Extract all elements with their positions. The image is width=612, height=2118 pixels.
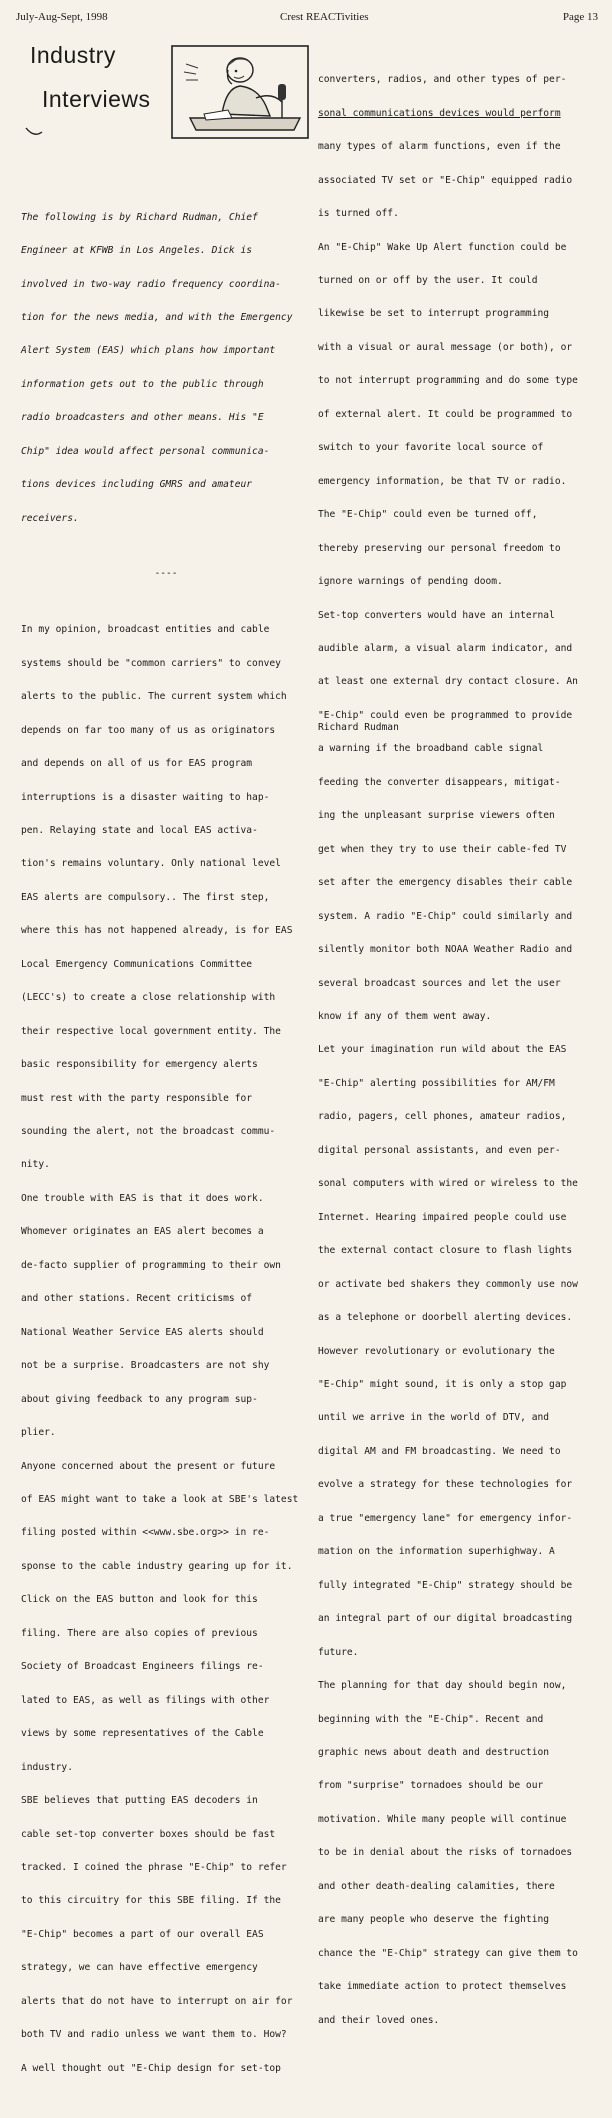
body-line: at least one external dry contact closure. An [318, 676, 578, 688]
section-title [24, 42, 174, 122]
body-line: chance the "E-Chip" strategy can give them to [318, 1947, 578, 1959]
body-line: get when they try to use their cable-fed TV [318, 843, 567, 855]
body-line: "E-Chip" could even be programmed to provide [318, 709, 573, 721]
intro-line: involved in two-way radio frequency coordina- [21, 278, 281, 290]
body-line: National Weather Service EAS alerts should [21, 1326, 264, 1338]
publication-name: Crest REACTivities [280, 11, 369, 23]
body-line: Let your imagination run wild about the EAS [318, 1044, 567, 1056]
intro-line: information gets out to the public through [21, 378, 264, 390]
body-line: ignore warnings of pending doom. [318, 576, 503, 588]
body-line: basic responsibility for emergency alerts [21, 1059, 258, 1071]
body-line: (LECC's) to create a close relationship with [21, 992, 276, 1004]
intro-line: Chip" idea would affect personal communica- [21, 445, 270, 457]
body-line: feeding the converter disappears, mitigat- [318, 776, 561, 788]
body-line: evolve a strategy for these technologies for [318, 1479, 573, 1491]
body-line: digital AM and FM broadcasting. We need to [318, 1445, 561, 1457]
body-line: switch to your favorite local source of [318, 442, 544, 454]
body-line: Society of Broadcast Engineers filings re- [21, 1661, 264, 1673]
body-line: several broadcast sources and let the user [318, 977, 561, 989]
intro-line: Alert System (EAS) which plans how important [21, 345, 276, 357]
body-line: An "E-Chip" Wake Up Alert function could be [318, 241, 567, 253]
body-line: converters, radios, and other types of per- [318, 74, 567, 86]
body-line: until we arrive in the world of DTV, and [318, 1412, 550, 1424]
body-line: nity. [21, 1159, 50, 1171]
body-line: associated TV set or "E-Chip" equipped radio [318, 174, 573, 186]
body-line: "E-Chip" alerting possibilities for AM/FM [318, 1077, 555, 1089]
body-line: Anyone concerned about the present or future [21, 1460, 276, 1472]
body-line: many types of alarm functions, even if the [318, 141, 561, 153]
body-line: audible alarm, a visual alarm indicator, and [318, 643, 573, 655]
intro-line: tions devices including GMRS and amateur [21, 479, 253, 491]
body-line: are many people who deserve the fighting [318, 1914, 550, 1926]
body-line: Internet. Hearing impaired people could use [318, 1211, 567, 1223]
body-line: fully integrated "E-Chip" strategy should be [318, 1579, 573, 1591]
intro-line: receivers. [21, 512, 79, 524]
body-line: interruptions is a disaster waiting to hap- [21, 791, 270, 803]
left-column [21, 167, 311, 2118]
body-line: SBE believes that putting EAS decoders in [21, 1795, 258, 1807]
page-number: Page 13 [562, 11, 598, 23]
body-line: graphic news about death and destruction [318, 1746, 550, 1758]
intro-line: radio broadcasters and other means. His "E [21, 412, 264, 424]
body-line: where this has not happened already, is for EAS [21, 925, 293, 937]
issue-date: July-Aug-Sept, 1998 [16, 11, 108, 23]
intro-paragraph [21, 189, 311, 546]
body-line: is turned off. [318, 208, 399, 220]
body-line: and their loved ones. [318, 2014, 440, 2026]
body-line: The planning for that day should begin now, [318, 1680, 567, 1692]
body-line: plier. [21, 1427, 56, 1439]
body-line: know if any of them went away. [318, 1011, 492, 1022]
body-line: In my opinion, broadcast entities and cable [21, 624, 270, 636]
body-line: cable set-top converter boxes should be fast [21, 1828, 276, 1840]
body-line: set after the emergency disables their cable [318, 877, 573, 889]
body-line: "E-Chip" becomes a part of our overall EAS [21, 1928, 264, 1940]
body-line: motivation. While many people will continue [318, 1813, 567, 1825]
title-line-2: Interviews [42, 86, 151, 112]
body-line: with a visual or aural message (or both), or [318, 341, 573, 353]
body-line: ing the unpleasant surprise viewers often [318, 810, 555, 822]
body-line: to not interrupt programming and do some type [318, 375, 578, 387]
title-line-1: Industry [30, 42, 116, 68]
body-line: a true "emergency lane" for emergency infor- [318, 1512, 573, 1524]
intro-line: tion for the news media, and with the Emergency [21, 311, 293, 323]
body-line: "E-Chip" might sound, it is only a stop gap [318, 1378, 567, 1390]
body-line: sonal communications devices would perform [318, 107, 561, 119]
body-left [21, 602, 311, 2096]
body-line: beginning with the "E-Chip". Recent and [318, 1713, 544, 1725]
body-line: and depends on all of us for EAS program [21, 758, 253, 770]
body-line: the external contact closure to flash lights [318, 1245, 573, 1257]
body-line: sonal computers with wired or wireless to the [318, 1178, 578, 1190]
body-line: an integral part of our digital broadcasting [318, 1613, 573, 1625]
body-line: about giving feedback to any program sup- [21, 1393, 258, 1405]
body-line: de-facto supplier of programming to their own [21, 1259, 281, 1271]
body-line: Set-top converters would have an internal [318, 609, 555, 621]
person-at-desk-illustration [170, 44, 310, 140]
body-line: from "surprise" tornadoes should be our [318, 1780, 544, 1792]
body-line: systems should be "common carriers" to convey [21, 657, 281, 669]
body-line: tracked. I coined the phrase "E-Chip" to refer [21, 1862, 287, 1873]
title-swish-decoration [24, 126, 44, 138]
body-line: Whomever originates an EAS alert becomes a [21, 1226, 264, 1238]
intro-line: The following is by Richard Rudman, Chief [21, 211, 258, 223]
body-line: thereby preserving our personal freedom to [318, 542, 561, 554]
body-line: silently monitor both NOAA Weather Radio and [318, 944, 573, 956]
body-line: their respective local government entity. The [21, 1025, 281, 1037]
author-signature: Richard Rudman [318, 722, 399, 733]
body-line: and other stations. Recent criticisms of [21, 1293, 253, 1305]
body-line: pen. Relaying state and local EAS activa- [21, 824, 258, 836]
body-line: alerts that do not have to interrupt on air for [21, 1995, 293, 2007]
right-column [318, 52, 603, 2048]
intro-line: Engineer at KFWB in Los Angeles. Dick is [21, 245, 253, 257]
body-line: However revolutionary or evolutionary the [318, 1345, 555, 1357]
body-line: of external alert. It could be programmed to [318, 408, 573, 420]
body-line: filing. There are also copies of previous [21, 1627, 258, 1639]
body-line: views by some representatives of the Cable [21, 1728, 264, 1740]
body-line: to be in denial about the risks of tornadoes [318, 1847, 573, 1859]
body-line: to this circuitry for this SBE filing. If the [21, 1895, 281, 1907]
body-line: filing posted within <<www.sbe.org>> in re- [21, 1527, 270, 1539]
body-line: as a telephone or doorbell alerting devices. [318, 1312, 573, 1324]
body-line: and other death-dealing calamities, there [318, 1880, 555, 1892]
body-line: take immediate action to protect themselves [318, 1981, 567, 1993]
body-line: turned on or off by the user. It could [318, 275, 538, 287]
page-header [16, 11, 598, 25]
body-line: Local Emergency Communications Committee [21, 958, 253, 970]
body-line: both TV and radio unless we want them to. How? [21, 2029, 287, 2041]
body-line: sponse to the cable industry gearing up for it. [21, 1560, 293, 1572]
body-line: not be a surprise. Broadcasters are not shy [21, 1360, 270, 1372]
body-line: mation on the information superhighway. A [318, 1546, 555, 1558]
body-line: radio, pagers, cell phones, amateur radios, [318, 1111, 567, 1123]
body-line: depends on far too many of us as originators [21, 724, 276, 736]
body-line: One trouble with EAS is that it does work. [21, 1192, 264, 1204]
body-line: tion's remains voluntary. Only national level [21, 858, 281, 870]
body-line: alerts to the public. The current system which [21, 691, 287, 703]
body-line: future. [318, 1646, 359, 1658]
body-line: emergency information, be that TV or radio. [318, 475, 567, 487]
body-line: The "E-Chip" could even be turned off, [318, 509, 538, 521]
body-line: Click on the EAS button and look for this [21, 1594, 258, 1606]
body-line: A well thought out "E-Chip design for set-top [21, 2062, 281, 2074]
body-line: a warning if the broadband cable signal [318, 743, 544, 755]
body-line: of EAS might want to take a look at SBE's latest [21, 1494, 299, 1506]
body-line: likewise be set to interrupt programming [318, 308, 550, 320]
body-line: sounding the alert, not the broadcast commu- [21, 1126, 276, 1138]
body-line: lated to EAS, as well as filings with other [21, 1694, 270, 1706]
body-line: or activate bed shakers they commonly use now [318, 1278, 578, 1290]
body-line: strategy, we can have effective emergency [21, 1962, 258, 1974]
section-separator: ---- [154, 568, 178, 580]
body-line: system. A radio "E-Chip" could similarly and [318, 910, 573, 922]
body-line: EAS alerts are compulsory.. The first step, [21, 891, 270, 903]
body-line: digital personal assistants, and even per- [318, 1144, 561, 1156]
body-line: must rest with the party responsible for [21, 1092, 253, 1104]
body-line: industry. [21, 1761, 73, 1773]
